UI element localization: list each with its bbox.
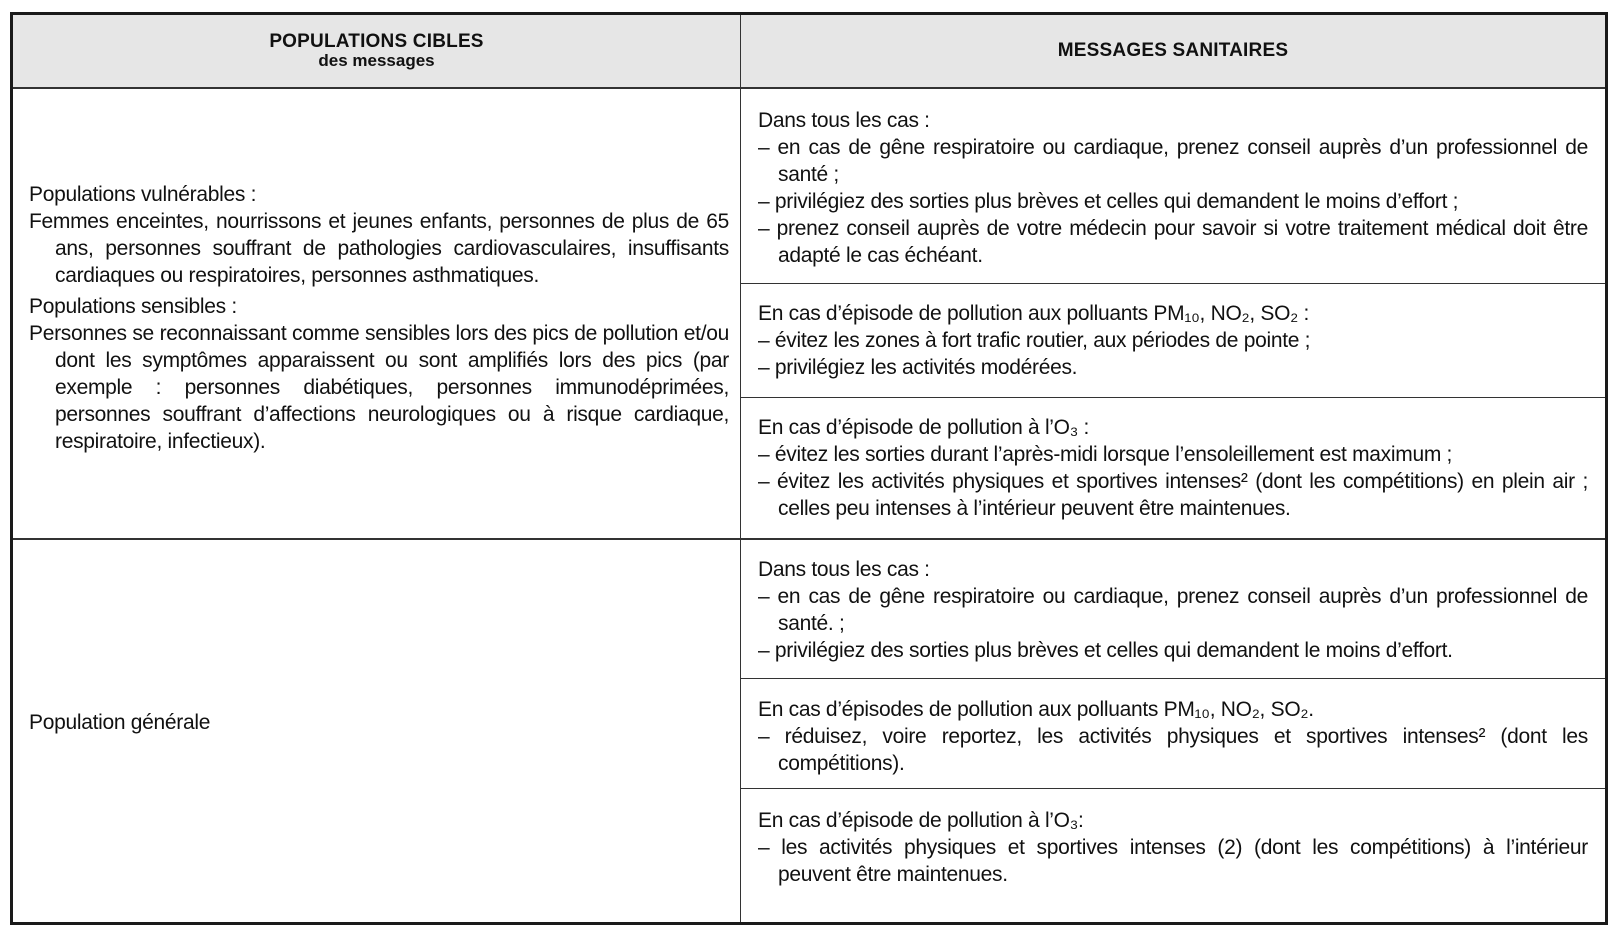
message-intro: En cas d’épisode de pollution à l’O₃ : [758,416,1090,439]
message-bullet: – prenez conseil auprès de votre médecin pour savoir si votre traitement médical doit être adapté le cas échéant. [758,217,1588,267]
message-intro: En cas d’épisodes de pollution aux polluants PM₁₀, NO₂, SO₂. [758,698,1314,721]
message-block-pm10-no2-so2 [758,696,1588,777]
message-divider [741,678,1605,679]
column-divider [740,15,741,922]
population-general [29,709,729,736]
message-bullet: – évitez les activités physiques et sportives intenses² (dont les compétitions) en plein air ; celles peu intenses à l’intérieur peuvent être maintenues. [758,470,1588,520]
message-bullet: – privilégiez des sorties plus brèves et celles qui demandent le moins d’effort ; [758,190,1459,213]
message-intro: Dans tous les cas : [758,109,930,132]
message-intro: En cas d’épisode de pollution à l’O₃: [758,809,1084,832]
message-divider [741,397,1605,398]
header-populations-subtitle: des messages [318,51,435,70]
message-bullet: – privilégiez les activités modérées. [758,356,1078,379]
message-bullet: – en cas de gêne respiratoire ou cardiaque, prenez conseil auprès d’un professionnel de santé. ; [758,585,1588,635]
header-messages-title: MESSAGES SANITAIRES [1057,40,1289,61]
message-intro: Dans tous les cas : [758,558,930,581]
message-bullet: – privilégiez des sorties plus brèves et celles qui demandent le moins d’effort. [758,639,1453,662]
vulnerable-label: Populations vulnérables : [29,183,257,206]
message-bullet: – réduisez, voire reportez, les activités physiques et sportives intenses² (dont les compétitions). [758,725,1588,775]
message-bullet: – les activités physiques et sportives intenses (2) (dont les compétitions) à l’intérieur peuvent être maintenues. [758,836,1588,886]
message-bullet: – en cas de gêne respiratoire ou cardiaque, prenez conseil auprès d’un professionnel de santé ; [758,136,1588,186]
population-vulnerable-sensitive [29,181,729,455]
vulnerable-text: Femmes enceintes, nourrissons et jeunes enfants, personnes de plus de 65 ans, personnes souffrant de pathologies cardiovasculaires, insuffisants cardiaques ou respiratoires, personnes asthmatiques. [29,210,729,287]
sensitive-text: Personnes se reconnaissant comme sensibles lors des pics de pollution et/ou dont les symptômes apparaissent ou sont amplifiés lors des pics (par exemple : personnes diabétiques, personnes immunodéprimées, personnes souffrant d’affections neurologiques ou à risque cardiaque, respiratoire, infectieux). [29,322,729,453]
header-populations [13,15,740,87]
sensitive-label: Populations sensibles : [29,295,237,318]
header-messages [741,15,1605,87]
message-block-o3 [758,807,1588,888]
message-intro: En cas d’épisode de pollution aux polluants PM₁₀, NO₂, SO₂ : [758,302,1310,325]
message-block-all-cases [758,107,1588,269]
message-block-o3 [758,414,1588,522]
health-messages-table [10,12,1608,925]
header-populations-title: POPULATIONS CIBLES [269,31,484,52]
message-block-pm10-no2-so2 [758,300,1588,381]
message-bullet: – évitez les zones à fort trafic routier, aux périodes de pointe ; [758,329,1311,352]
message-bullet: – évitez les sorties durant l’après-midi lorsque l’ensoleillement est maximum ; [758,443,1453,466]
row-divider [13,538,1605,540]
message-divider [741,788,1605,789]
message-divider [741,283,1605,284]
general-label: Population générale [29,711,211,734]
message-block-all-cases [758,556,1588,664]
table-header [13,15,1605,89]
